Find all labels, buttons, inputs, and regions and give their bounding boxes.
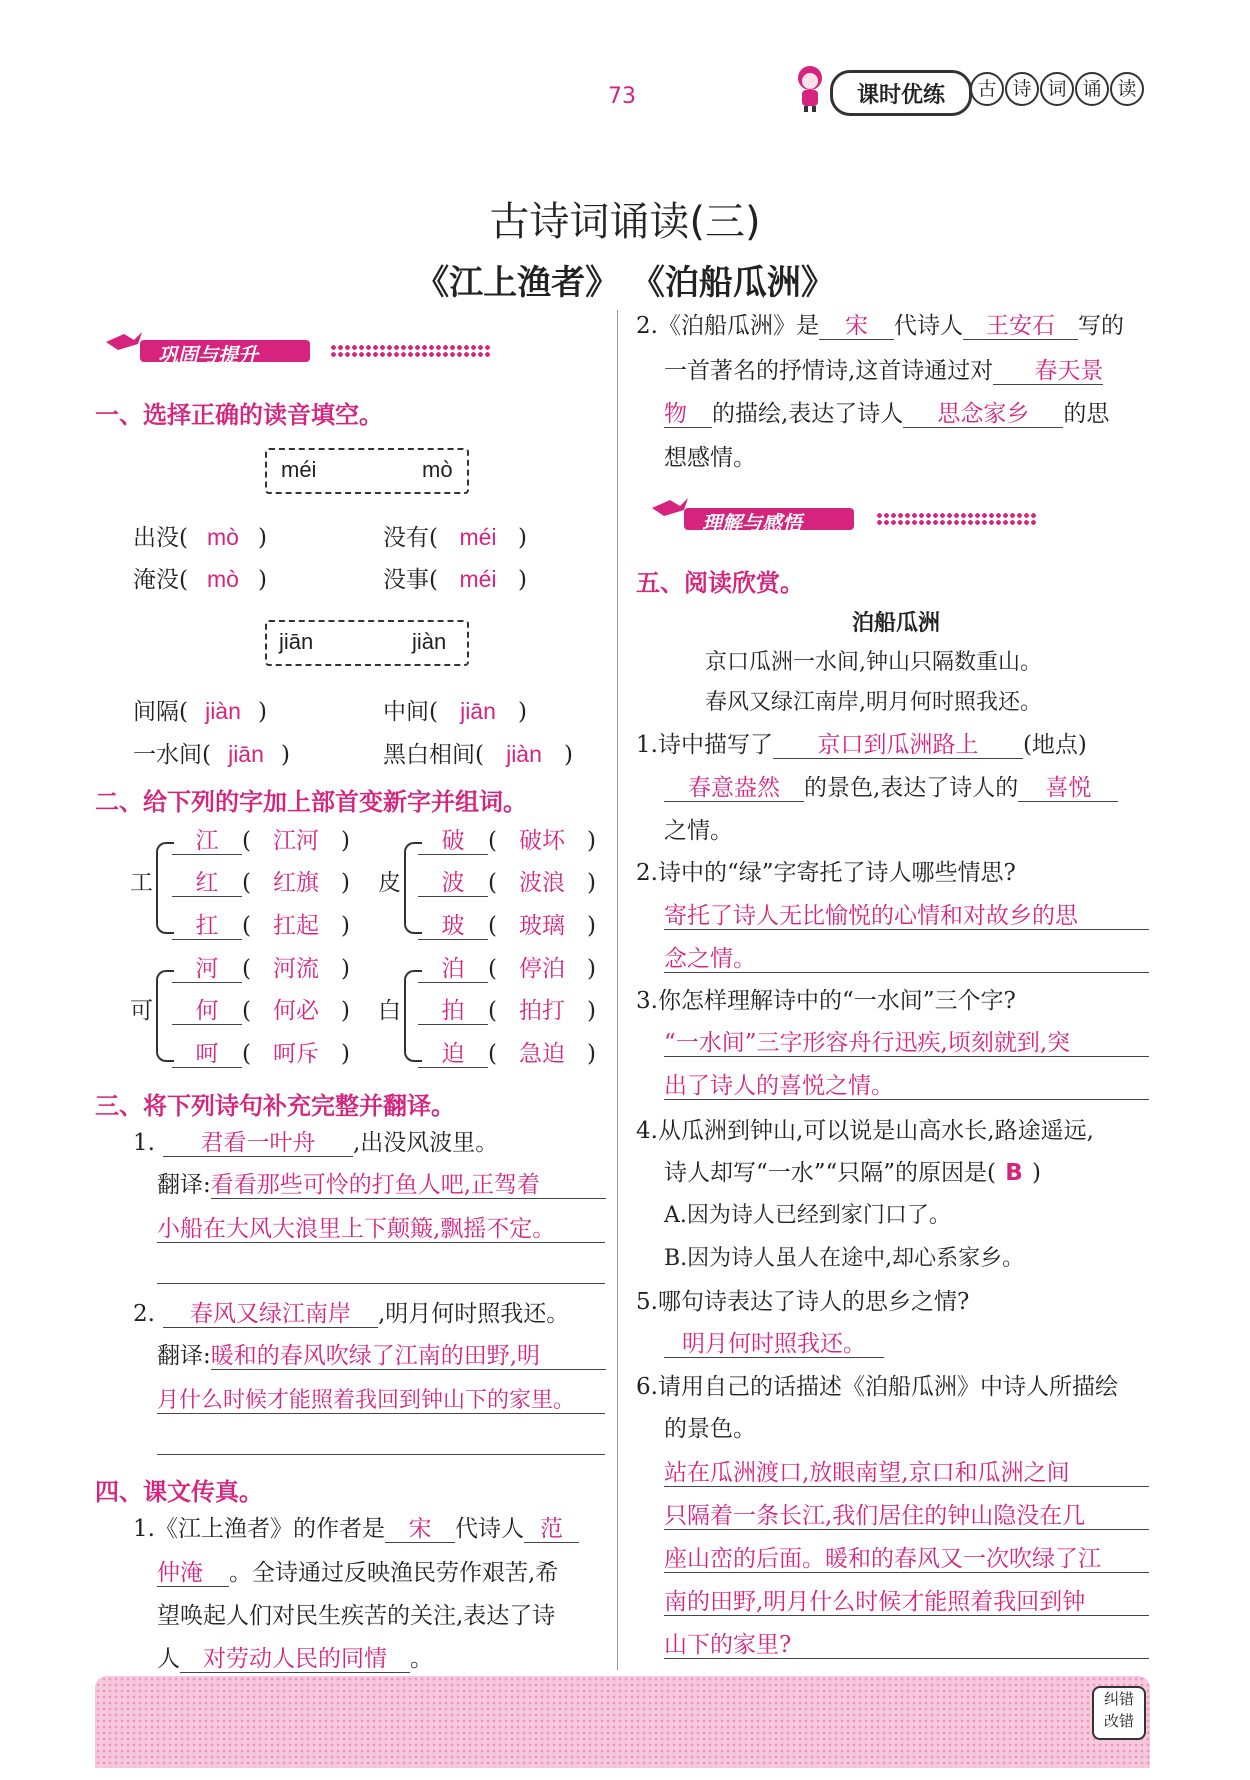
word: 没事 [383, 567, 429, 593]
word: 淹没 [133, 567, 179, 593]
radical-row: 迫 ( 急迫 ) [418, 1033, 596, 1075]
badge-text: 纠错 [1103, 1690, 1134, 1708]
series-label [970, 72, 1144, 112]
q2-row: 黑白相间( jiàn ) [383, 733, 573, 776]
answer-blank: 王安石 [963, 313, 1078, 340]
word: 红旗 [272, 870, 319, 896]
answer-line: 南的田野,明月什么时候才能照着我回到钟 [664, 1589, 1149, 1616]
option-b: B.因为诗人虽人在途中,却心系家乡。 [664, 1246, 1025, 1271]
translation-answer: 小船在大风大浪里上下颠簸,飘摇不定。 [157, 1216, 605, 1243]
radical-row: 拍 ( 拍打 ) [418, 990, 596, 1032]
answer-line: 站在瓜洲渡口,放眼南望,京口和瓜洲之间 [664, 1460, 1149, 1487]
text: 诗人却写“一水”“只隔”的原因是( [664, 1160, 997, 1186]
poem-rest: ,出没风波里。 [352, 1130, 499, 1156]
r2-answer-cont [664, 938, 1149, 980]
k2-line3 [664, 393, 1109, 435]
text: 1.《江上渔者》的作者是 [133, 1516, 385, 1542]
answer-blank: 仲淹 [157, 1560, 229, 1587]
k1-line2 [157, 1552, 558, 1594]
answer-blank: 宋 [819, 313, 894, 340]
word: 拍打 [518, 998, 565, 1024]
r6-answer [664, 1495, 1149, 1537]
r4-question: 4.从瓜洲到钟山,可以说是山高水长,路途遥远, [636, 1118, 1094, 1144]
text: 1.诗中描写了 [636, 732, 773, 758]
k1-line1 [133, 1508, 579, 1550]
blank-line [157, 1283, 605, 1284]
word: 出没 [133, 525, 179, 551]
r6-question-cont: 的景色。 [664, 1416, 756, 1442]
new-char: 波 [418, 870, 488, 897]
answer: méi [459, 566, 497, 592]
new-char: 红 [172, 870, 242, 897]
word: 呵斥 [272, 1041, 319, 1067]
answer: méi [459, 524, 497, 550]
brand-label: 课时优练 [856, 83, 945, 108]
text: 代诗人 [893, 313, 963, 339]
answer-line: “一水间”三字形容舟行迅疾,顷刻就到,突 [664, 1030, 1149, 1057]
answer-blank: 京口到瓜洲路上 [773, 732, 1023, 759]
translation-1 [157, 1164, 606, 1206]
radical-row: 泊 ( 停泊 ) [418, 948, 596, 990]
r1-line1 [636, 724, 1087, 766]
answer-blank: 宋 [385, 1516, 455, 1543]
r6-answer [664, 1581, 1149, 1623]
section-3-title: 三、将下列诗句补充完整并翻译。 [95, 1092, 455, 1120]
radical-row: 红 ( 红旗 ) [172, 862, 350, 904]
text: 代诗人 [454, 1516, 524, 1542]
footer-band [95, 1676, 1150, 1768]
root-char: 可 [130, 998, 153, 1024]
correction-badge [1092, 1686, 1146, 1740]
column-divider [617, 310, 618, 1670]
poem-line: 京口瓜洲一水间,钟山只隔数重山。 [705, 650, 1042, 675]
word: 玻璃 [518, 913, 565, 939]
section-1-title: 一、选择正确的读音填空。 [95, 401, 383, 429]
word: 江河 [272, 828, 319, 854]
answer-line: 座山峦的后面。暖和的春风又一次吹绿了江 [664, 1546, 1149, 1573]
q2-row: 间隔( jiàn ) [133, 690, 267, 733]
ribbon-label: 巩固与提升 [158, 343, 258, 367]
new-char: 扛 [172, 913, 242, 940]
q1-row: 淹没( mò ) [133, 558, 267, 601]
radical-row: 何 ( 何必 ) [172, 990, 350, 1032]
r2-answer [664, 895, 1149, 937]
radical-row: 波 ( 波浪 ) [418, 862, 596, 904]
pinyin-option: méi [281, 457, 317, 482]
q2-row: 一水间( jiān ) [133, 733, 290, 776]
answer: mò [207, 524, 239, 550]
item-number: 1. [133, 1130, 155, 1156]
text: 的描绘,表达了诗人 [712, 401, 904, 427]
pinyin-box [265, 448, 469, 494]
r5-answer [664, 1323, 884, 1365]
answer-line: 寄托了诗人无比愉悦的心情和对故乡的思 [664, 903, 1149, 930]
answer-blank: 君看一叶舟 [163, 1130, 353, 1157]
text: 人 [157, 1646, 180, 1672]
radical-row: 河 ( 河流 ) [172, 948, 350, 990]
item-number: 2. [133, 1301, 155, 1327]
answer-blank: 喜悦 [1018, 775, 1118, 802]
radical-row: 呵 ( 呵斥 ) [172, 1033, 350, 1075]
k1-line4 [157, 1638, 433, 1680]
series-char: 诵 [1075, 72, 1109, 106]
answer: mò [207, 566, 239, 592]
answer-line: 明月何时照我还。 [664, 1331, 884, 1358]
badge-text: 改错 [1103, 1712, 1134, 1730]
page-number: 73 [608, 84, 636, 109]
text: 想感情。 [664, 445, 756, 471]
option-a: A.因为诗人已经到家门口了。 [664, 1203, 951, 1228]
translation-answer: 看看那些可怜的打鱼人吧,正驾着 [211, 1172, 606, 1199]
text: 写的 [1077, 313, 1124, 339]
answer-blank: 思念家乡 [903, 401, 1063, 428]
text: ) [1032, 1160, 1041, 1186]
r1-line2 [664, 767, 1118, 809]
word: 破坏 [518, 828, 565, 854]
translation-2-cont [157, 1379, 605, 1421]
text: 的景色,表达了诗人的 [804, 775, 1019, 801]
r4-question-cont [664, 1152, 1041, 1194]
word: 没有 [383, 525, 429, 551]
new-char: 何 [172, 998, 242, 1025]
text: 的思 [1063, 401, 1110, 427]
text: 。 [410, 1646, 433, 1672]
series-char: 词 [1040, 72, 1074, 106]
r3-answer-cont [664, 1065, 1149, 1107]
q1-row: 没有( méi ) [383, 516, 527, 559]
r6-answer [664, 1452, 1149, 1494]
root-char: 白 [378, 998, 401, 1024]
text: 一首著名的抒情诗,这首诗通过对 [664, 358, 994, 384]
word: 波浪 [518, 870, 565, 896]
radical-row: 玻 ( 玻璃 ) [418, 905, 596, 947]
new-char: 拍 [418, 998, 488, 1025]
translation-label: 翻译: [157, 1172, 211, 1198]
translation-2 [157, 1335, 606, 1377]
section-2-title: 二、给下列的字加上部首变新字并组词。 [95, 788, 527, 816]
root-char: 皮 [378, 870, 401, 896]
section-4-title: 四、课文传真。 [95, 1478, 263, 1506]
word: 一水间 [133, 742, 202, 768]
answer: jiān [460, 698, 496, 724]
answer: jiàn [205, 698, 241, 724]
series-char: 读 [1110, 72, 1144, 106]
word: 黑白相间 [383, 742, 475, 768]
poem-line: 春风又绿江南岸,明月何时照我还。 [705, 690, 1042, 715]
new-char: 迫 [418, 1041, 488, 1068]
q2-row: 中间( jiān ) [383, 690, 527, 733]
blank-line [157, 1454, 605, 1455]
word: 间隔 [133, 699, 179, 725]
pinyin-box [265, 620, 469, 666]
mascot-icon [788, 62, 834, 112]
ribbon-dots [876, 512, 1036, 526]
bird-icon [104, 330, 144, 352]
r5-question: 5.哪句诗表达了诗人的思乡之情? [636, 1289, 970, 1315]
answer-blank: 对劳动人民的同情 [180, 1646, 410, 1673]
choice-answer: B [1005, 1160, 1023, 1186]
r3-question: 3.你怎样理解诗中的“一水间”三个字? [636, 988, 1016, 1014]
translation-answer: 月什么时候才能照着我回到钟山下的家里。 [157, 1388, 605, 1414]
answer-line: 只隔着一条长江,我们居住的钟山隐没在几 [664, 1503, 1149, 1530]
answer-line: 山下的家里? [664, 1632, 1149, 1659]
brand-badge [830, 70, 972, 116]
translation-label: 翻译: [157, 1343, 211, 1369]
q1-row: 没事( méi ) [383, 558, 527, 601]
ribbon-label: 理解与感悟 [702, 511, 802, 535]
word: 河流 [272, 956, 319, 982]
new-char: 河 [172, 956, 242, 983]
ribbon-dots [330, 344, 490, 358]
r6-answer [664, 1538, 1149, 1580]
answer-blank: 物 [664, 401, 712, 428]
answer: jiān [228, 741, 264, 767]
word: 中间 [383, 699, 429, 725]
radical-row: 扛 ( 扛起 ) [172, 905, 350, 947]
k2-line1 [636, 305, 1124, 347]
r6-question: 6.请用自己的话描述《泊船瓜洲》中诗人所描绘 [636, 1374, 1118, 1400]
pinyin-option: jiān [279, 629, 314, 654]
radical-row: 破 ( 破坏 ) [418, 820, 596, 862]
new-char: 玻 [418, 913, 488, 940]
text: (地点) [1022, 732, 1087, 758]
answer-blank: 范 [524, 1516, 579, 1543]
r2-question: 2.诗中的“绿”字寄托了诗人哪些情思? [636, 860, 1016, 886]
radical-row: 江 ( 江河 ) [172, 820, 350, 862]
new-char: 呵 [172, 1041, 242, 1068]
answer-blank: 春意盎然 [664, 775, 804, 802]
r6-answer [664, 1624, 1149, 1666]
word: 何必 [272, 998, 319, 1024]
poem-fill-2 [133, 1293, 569, 1335]
k1-line3 [157, 1595, 555, 1637]
k2-line2 [664, 350, 1103, 392]
new-char: 泊 [418, 956, 488, 983]
word: 急迫 [518, 1041, 565, 1067]
q1-row: 出没( mò ) [133, 516, 267, 559]
answer-blank: 春天景 [993, 358, 1103, 385]
text: 2.《泊船瓜洲》是 [636, 313, 819, 339]
answer-line: 出了诗人的喜悦之情。 [664, 1073, 1149, 1100]
series-char: 古 [970, 72, 1004, 106]
translation-1-cont [157, 1208, 605, 1250]
pinyin-option: mò [422, 457, 453, 482]
text: 。全诗通过反映渔民劳作艰苦,希 [229, 1560, 559, 1586]
r1-line3: 之情。 [664, 818, 733, 844]
page-title: 古诗词诵读(三) [489, 199, 761, 245]
page-subtitle: 《江上渔者》 《泊船瓜洲》 [415, 263, 835, 303]
section-5-title: 五、阅读欣赏。 [636, 569, 804, 597]
answer: jiàn [506, 741, 542, 767]
answer-line: 念之情。 [664, 946, 1149, 973]
poem-title: 泊船瓜洲 [851, 611, 940, 636]
poem-fill-1 [133, 1122, 498, 1164]
new-char: 江 [172, 828, 242, 855]
new-char: 破 [418, 828, 488, 855]
translation-answer: 暖和的春风吹绿了江南的田野,明 [211, 1343, 606, 1370]
series-char: 诗 [1005, 72, 1039, 106]
text: 望唤起人们对民生疾苦的关注,表达了诗 [157, 1603, 556, 1629]
word: 停泊 [518, 956, 565, 982]
answer-blank: 春风又绿江南岸 [163, 1301, 378, 1328]
word: 扛起 [272, 913, 319, 939]
r3-answer [664, 1022, 1149, 1064]
k2-line4 [664, 437, 756, 479]
poem-rest: ,明月何时照我还。 [377, 1301, 570, 1327]
root-char: 工 [130, 870, 153, 896]
pinyin-option: jiàn [412, 629, 447, 654]
